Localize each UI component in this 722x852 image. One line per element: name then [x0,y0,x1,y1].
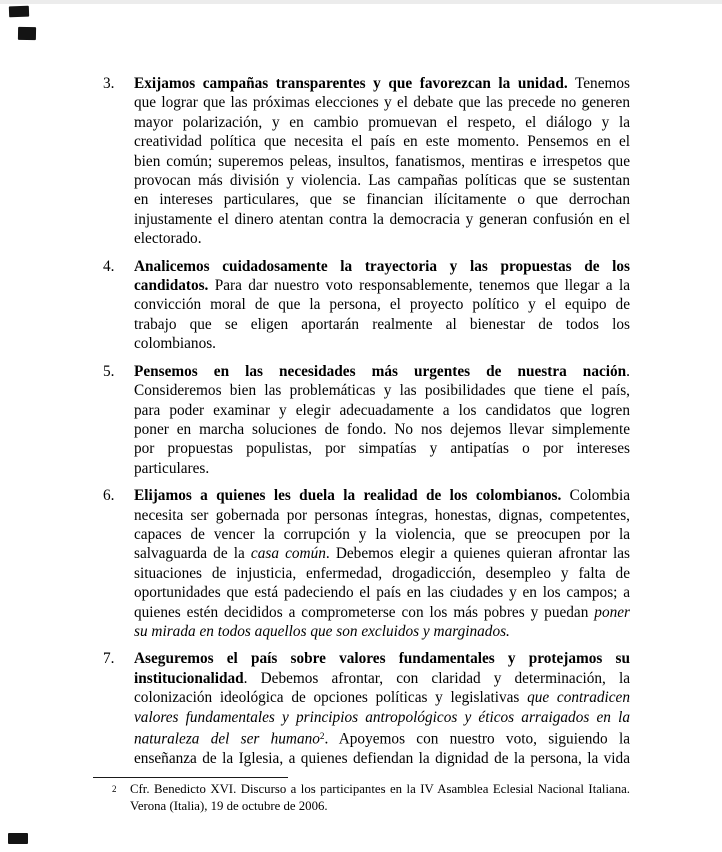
text-line [134,362,630,381]
paragraph-number: 4. [103,257,115,275]
text-line [134,190,630,209]
scan-mark [8,833,28,844]
text-segment: capaces de vencer la corrupción y la violencia, que se preocupen por la [134,525,630,543]
text-line [134,93,630,112]
text-line [134,295,630,314]
footnote [130,781,630,814]
text-segment: que contradicen [527,689,630,707]
text-line [134,381,630,400]
text-line [134,649,630,668]
text-segment: provocan más división y violencia. Las campañas políticas que se sustentan [134,172,630,190]
text-segment: en intereses particulares, que se financian ilícitamente o que derrochan [134,191,630,209]
text-line [134,544,630,563]
text-segment: Aseguremos el país sobre valores fundamentales y protejamos su [134,650,630,668]
text-segment: valores fundamentales y principios antropológicos y éticos arraigados en la [134,708,630,726]
paragraph [103,649,630,768]
text-segment: candidatos. [134,277,209,295]
text-line [134,210,630,229]
text-line [134,74,630,93]
text-segment: poner en marcha soluciones de fondo. No nos dejemos llevar simplemente [134,420,630,438]
text-line [134,334,630,353]
text-line [134,113,630,132]
text-line [134,506,630,525]
text-segment: que lograr que las próximas elecciones y el debate que las precede no generen [134,94,630,112]
text-segment: casa común [250,545,326,563]
paragraph-number: 7. [103,650,115,668]
text-line [134,401,630,420]
scan-mark [9,6,29,18]
text-line [134,459,630,478]
text-segment: bien común; superemos peleas, insultos, fanatismos, mentiras e irrespetos que [134,152,630,170]
paragraph-number: 5. [103,362,115,380]
text-line [134,257,630,276]
text-line [134,622,630,641]
text-line [134,564,630,583]
window-top-edge [0,0,722,4]
text-segment: . Debemos elegir a quienes quieran afrontar las [325,545,630,563]
text-line [134,315,630,334]
text-line [134,525,630,544]
text-segment: por propuestas populistas, por simpatías y antipatías o por intereses [134,440,630,458]
paragraph-number: 6. [103,487,115,505]
paragraph-number: 3. [103,75,115,92]
text-line [134,152,630,171]
text-segment: electorado. [134,230,202,248]
text-line [134,171,630,190]
text-segment: Para dar nuestro voto responsablemente, tenemos que llegar a la [208,277,630,295]
text-segment: Pensemos en las necesidades más urgentes de nuestra nación [134,362,627,380]
text-segment: particulares. [134,459,210,477]
text-segment: naturaleza del ser humano [134,730,320,748]
text-line [134,727,630,749]
text-segment: su mirada en todos aquellos que son excluidos y marginados. [134,622,510,640]
paragraph [103,362,630,478]
text-line [134,276,630,295]
text-line [134,688,630,707]
text-segment: Elijamos a quienes les duela la realidad de los colombianos. [134,487,562,505]
text-segment: . [626,362,630,380]
text-segment: . Apoyemos con nuestro voto, siguiendo la [324,730,630,748]
footnote-line: Verona (Italia), 19 de octubre de 2006. [130,798,328,813]
text-segment: convicción moral de que la persona, el proyecto político y el equipo de [134,296,630,314]
footnote-line: Cfr. Benedicto XVI. Discurso a los participantes en la IV Asamblea Eclesial Nacional Italiana. [130,782,630,796]
text-segment: injustamente el dinero atentan contra la democracia y generan confusión en el [134,210,630,228]
text-segment: necesita ser gobernada por personas íntegras, honestas, dignas, competentes, [134,506,630,524]
footnote-separator [93,777,288,778]
text-segment: Consideremos bien las problemáticas y las posibilidades que tiene el país, [134,382,630,400]
paragraph [103,74,630,249]
text-segment: Analicemos cuidadosamente la trayectoria y las propuestas de los [134,257,630,275]
text-segment: . Debemos afrontar, con claridad y determinación, la [243,669,630,687]
text-segment: Colombia [561,487,630,505]
text-line [134,603,630,622]
document-body [0,74,722,776]
text-segment: Tenemos [567,75,630,92]
text-line [134,486,630,505]
text-line [134,420,630,439]
text-segment: para poder examinar y elegir adecuadamente a los candidatos que logren [134,401,630,419]
text-segment: colombianos. [134,335,216,353]
text-line [134,439,630,458]
text-line [134,583,630,602]
paragraph [103,257,630,354]
text-segment: trabajo que se eligen aportarán realmente al bienestar de todos los [134,315,630,333]
text-segment: colonización ideológica de opciones políticas y legislativas [134,689,528,707]
text-segment: salvaguarda de la [134,545,251,563]
footnote-reference: 2 [319,731,325,741]
text-segment: poner [594,603,630,621]
text-segment: Exijamos campañas transparentes y que favorezcan la unidad. [134,75,568,92]
text-line [134,229,630,248]
text-segment: situaciones de injusticia, enfermedad, drogadicción, desempleo y falta de [134,564,630,582]
text-line [134,669,630,688]
text-segment: mayor polarización, y en cambio promuevan el respeto, el diálogo y la [134,113,630,131]
text-segment: creatividad política que necesita el país en este momento. Pensemos en el [134,133,630,151]
text-segment: quienes estén decididos a comprometerse con los más pobres y puedan [134,603,595,621]
text-line [134,708,630,727]
text-line [134,749,630,768]
scan-mark [18,27,36,40]
text-segment: enseñanza de la Iglesia, a quienes defiendan la dignidad de la persona, la vida [134,749,630,767]
text-segment: oportunidades que está padeciendo el país en las ciudades y en los campos; a [134,584,630,602]
text-segment: institucionalidad [134,669,244,687]
paragraph [103,486,630,641]
text-line [134,132,630,151]
footnote-marker: 2 [112,784,117,794]
